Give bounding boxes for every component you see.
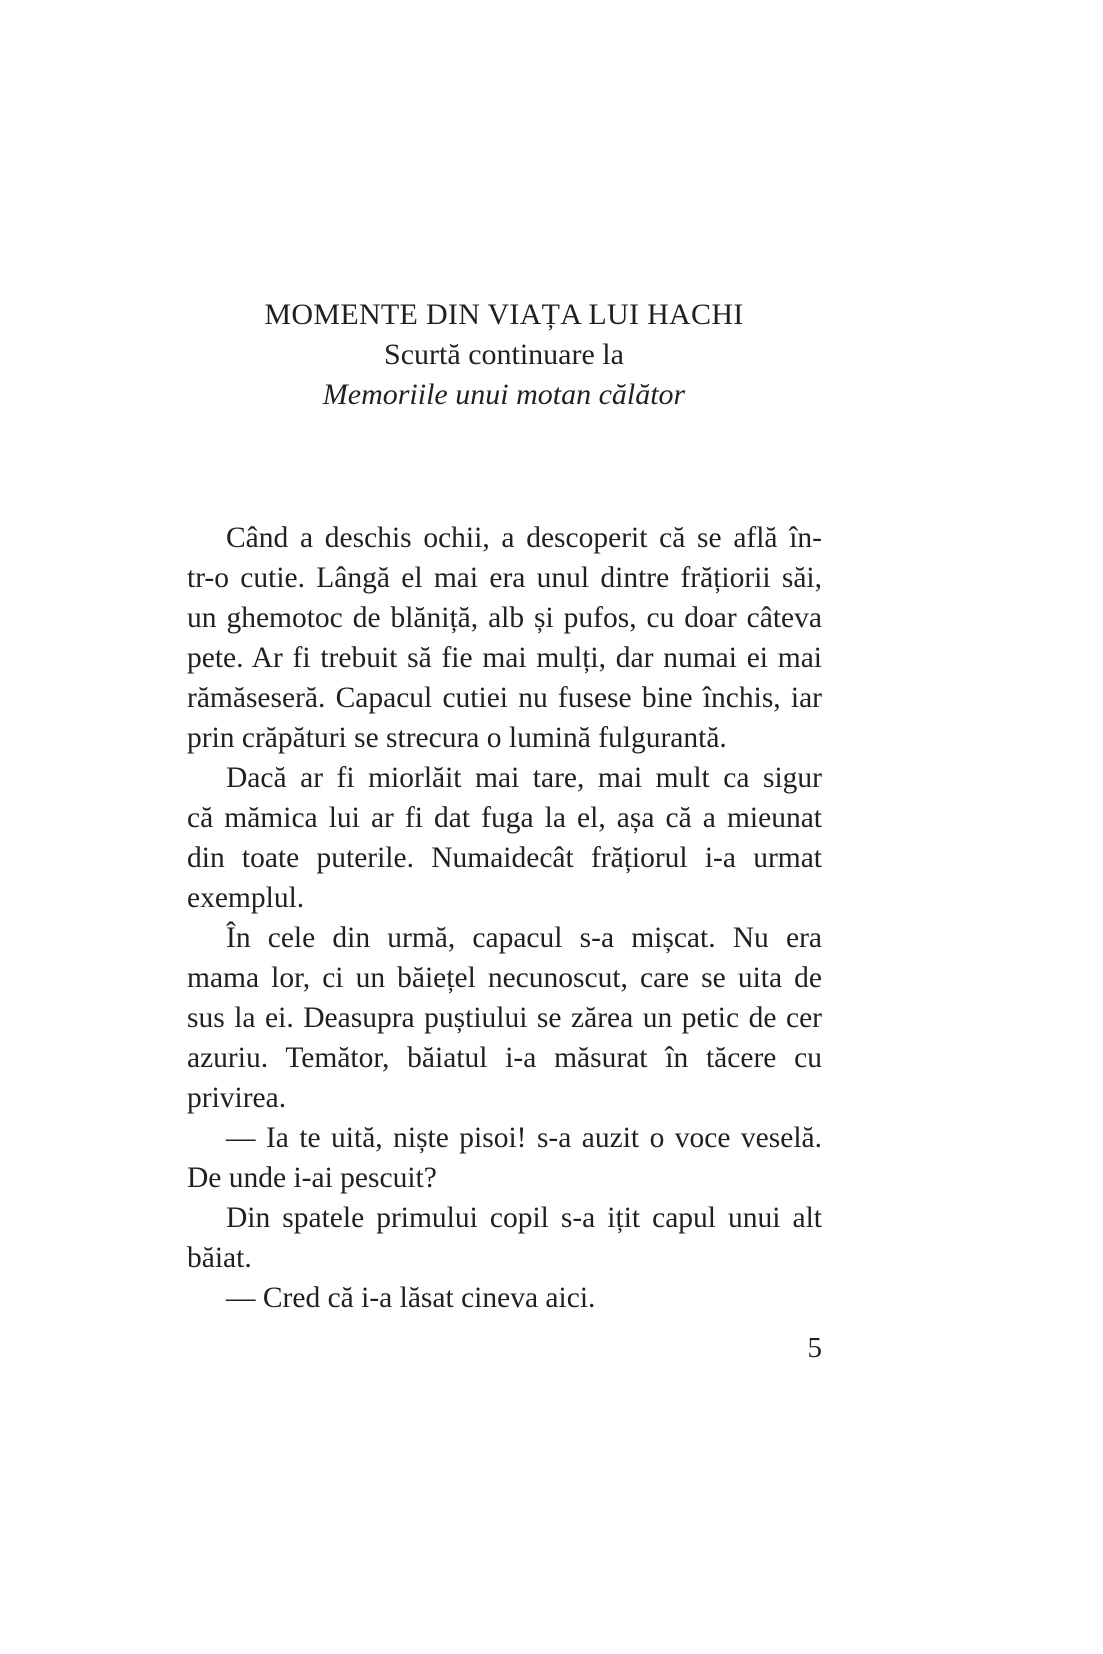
text-line: că mămica lui ar fi dat fuga la el, așa că a mieunat: [187, 802, 822, 834]
text-line: mama lor, ci un băiețel necunoscut, care se uita de: [187, 962, 822, 994]
text-line: De unde i-ai pescuit?: [187, 1162, 437, 1194]
text-line: tr-o cutie. Lângă el mai era unul dintre frățiorii săi,: [187, 562, 822, 594]
chapter-subtitle: Scurtă continuare la: [384, 338, 624, 371]
text-line: din toate puterile. Numaidecât frățiorul i-a urmat: [187, 842, 822, 874]
body-text: [187, 518, 822, 1318]
text-line: un ghemotoc de blăniță, alb și pufos, cu doar câteva: [187, 602, 822, 634]
text-line: exemplul.: [187, 882, 305, 914]
text-line: azuriu. Temător, băiatul i-a măsurat în tăcere cu: [187, 1042, 822, 1074]
text-line: prin crăpături se strecura o lumină fulgurantă.: [187, 722, 727, 754]
text-line: — Ia te uită, niște pisoi! s-a auzit o voce veselă.: [226, 1122, 822, 1154]
text-line: privirea.: [187, 1082, 287, 1114]
text-line: În cele din urmă, capacul s-a mișcat. Nu era: [226, 922, 822, 954]
text-line: Dacă ar fi miorlăit mai tare, mai mult ca sigur: [226, 762, 822, 794]
text-line: pete. Ar fi trebuit să fie mai mulți, dar numai ei mai: [187, 642, 822, 674]
text-line: — Cred că i-a lăsat cineva aici.: [226, 1282, 596, 1314]
referenced-book-title: Memoriile unui motan călător: [322, 378, 686, 411]
page-number: 5: [807, 1332, 822, 1364]
chapter-title: MOMENTE DIN VIAȚA LUI HACHI: [264, 298, 744, 331]
text-line: Din spatele primului copil s-a ițit capul unui alt: [226, 1202, 822, 1234]
text-line: sus la ei. Deasupra puștiului se zărea un petic de cer: [187, 1002, 822, 1034]
text-line: rămăseseră. Capacul cutiei nu fusese bine închis, iar: [187, 682, 822, 714]
text-line: Când a deschis ochii, a descoperit că se află în-: [226, 522, 822, 554]
text-line: băiat.: [187, 1242, 252, 1274]
